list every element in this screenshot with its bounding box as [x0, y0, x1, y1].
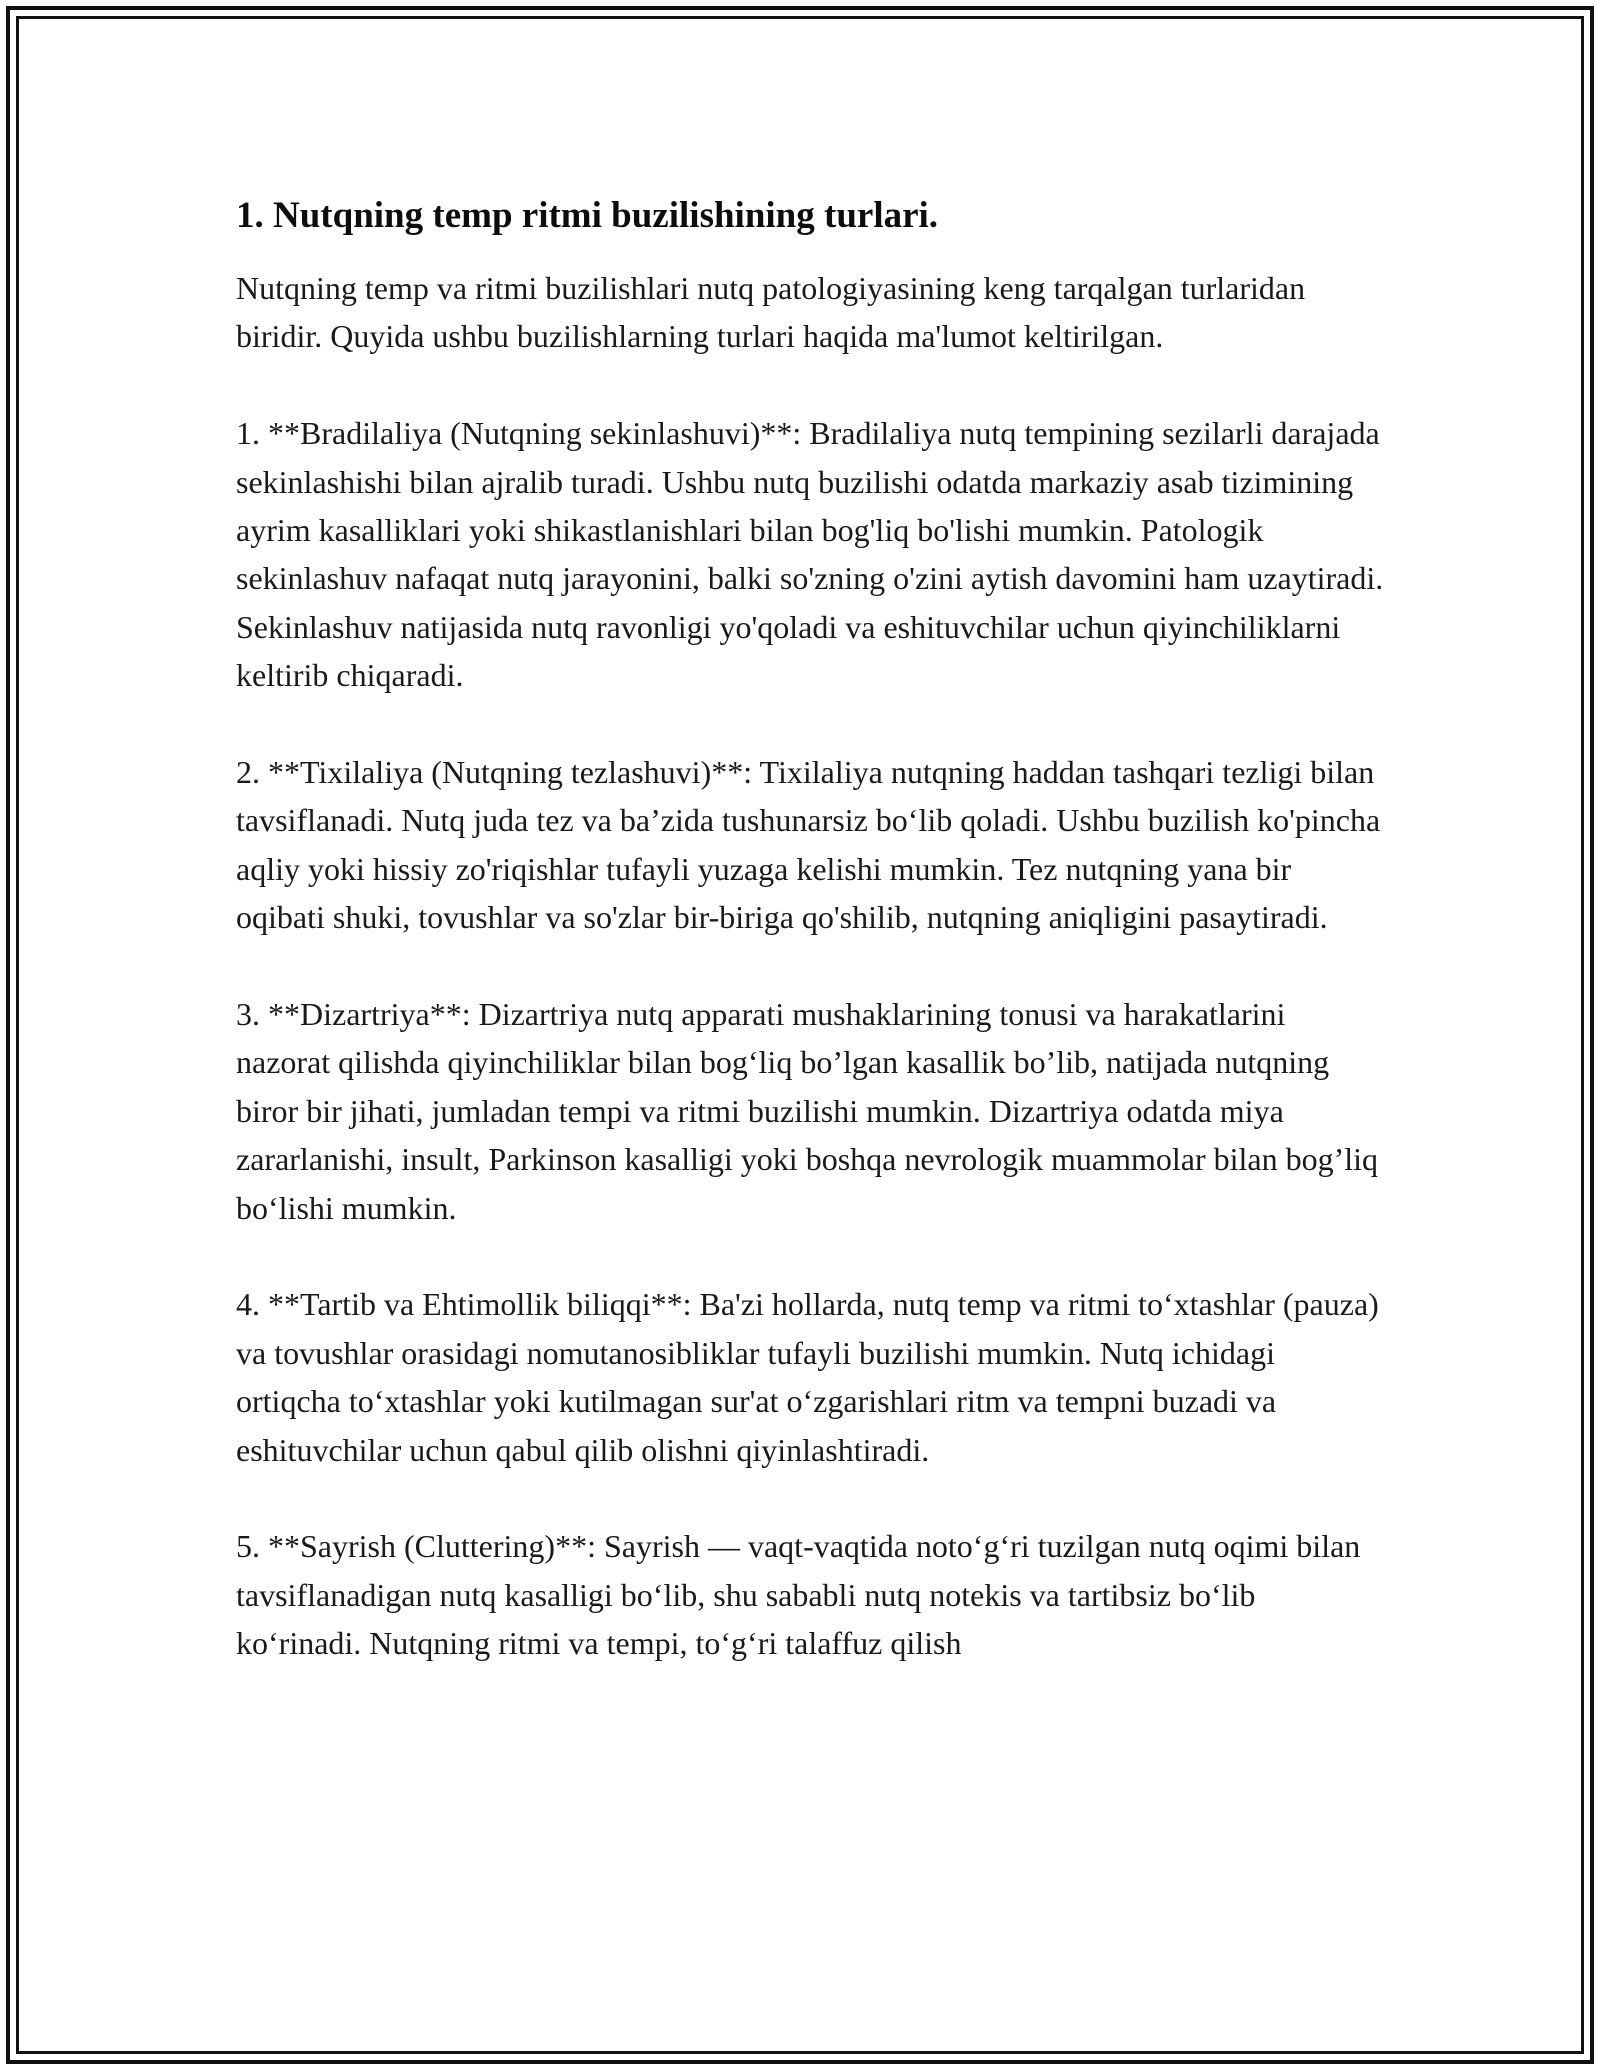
list-item-sayrish: 5. **Sayrish (Cluttering)**: Sayrish — vaqt-vaqtida noto‘g‘ri tuzilgan nutq oqimi bilan tavsiflanadigan nutq kasalligi bo‘lib, shu sababli nutq notekis va tartibsiz bo‘lib ko‘rinadi. Nutqning ritmi va tempi, to‘g‘ri talaffuz qilish [236, 1528, 1361, 1662]
list-item-dizartriya: 3. **Dizartriya**: Dizartriya nutq apparati mushaklarining tonusi va harakatlarini nazorat qilishda qiyinchiliklar bilan bog‘liq bo’lgan kasallik bo’lib, natijada nutqning biror bir jihati, jumladan tempi va ritmi buzilishi mumkin. Dizartriya odatda miya zararlanishi, insult, Parkinson kasalligi yoki boshqa nevrologik muammolar bilan bog’liq bo‘lishi mumkin. [236, 996, 1379, 1226]
document-page [236, 188, 1386, 1668]
document-title: 1. Nutqning temp ritmi buzilishining turlari. [236, 195, 939, 236]
list-item-tixilaliya: 2. **Tixilaliya (Nutqning tezlashuvi)**: Tixilaliya nutqning haddan tashqari tezligi bilan tavsiflanadi. Nutq juda tez va ba’zida tushunarsiz bo‘lib qoladi. Ushbu buzilish ko'pincha aqliy yoki hissiy zo'riqishlar tufayli yuzaga kelishi mumkin. Tez nutqning yana bir oqibati shuki, tovushlar va so'zlar bir-biriga qo'shilib, nutqning aniqligini pasaytiradi. [236, 754, 1381, 936]
intro-paragraph: Nutqning temp va ritmi buzilishlari nutq patologiyasining keng tarqalgan turlaridan biridir. Quyida ushbu buzilishlarning turlari haqida ma'lumot keltirilgan. [236, 270, 1306, 355]
list-item-bradilaliya: 1. **Bradilaliya (Nutqning sekinlashuvi)**: Bradilaliya nutq tempining sezilarli darajada sekinlashishi bilan ajralib turadi. Ushbu nutq buzilishi odatda markaziy asab tizimining ayrim kasalliklari yoki shikastlanishlari bilan bog'liq bo'lishi mumkin. Patologik sekinlashuv nafaqat nutq jarayonini, balki so'zning o'zini aytish davomini ham uzaytiradi. Sekinlashuv natijasida nutq ravonligi yo'qoladi va eshituvchilar uchun qiyinchiliklarni keltirib chiqaradi. [236, 415, 1384, 694]
list-item-tartib: 4. **Tartib va Ehtimollik biliqqi**: Ba'zi hollarda, nutq temp va ritmi to‘xtashlar (pauza) va tovushlar orasidagi nomutanosibliklar tufayli buzilishi mumkin. Nutq ichidagi ortiqcha to‘xtashlar yoki kutilmagan sur'at o‘zgarishlari ritm va tempni buzadi va eshituvchilar uchun qabul qilib olishni qiyinlashtiradi. [236, 1286, 1379, 1468]
